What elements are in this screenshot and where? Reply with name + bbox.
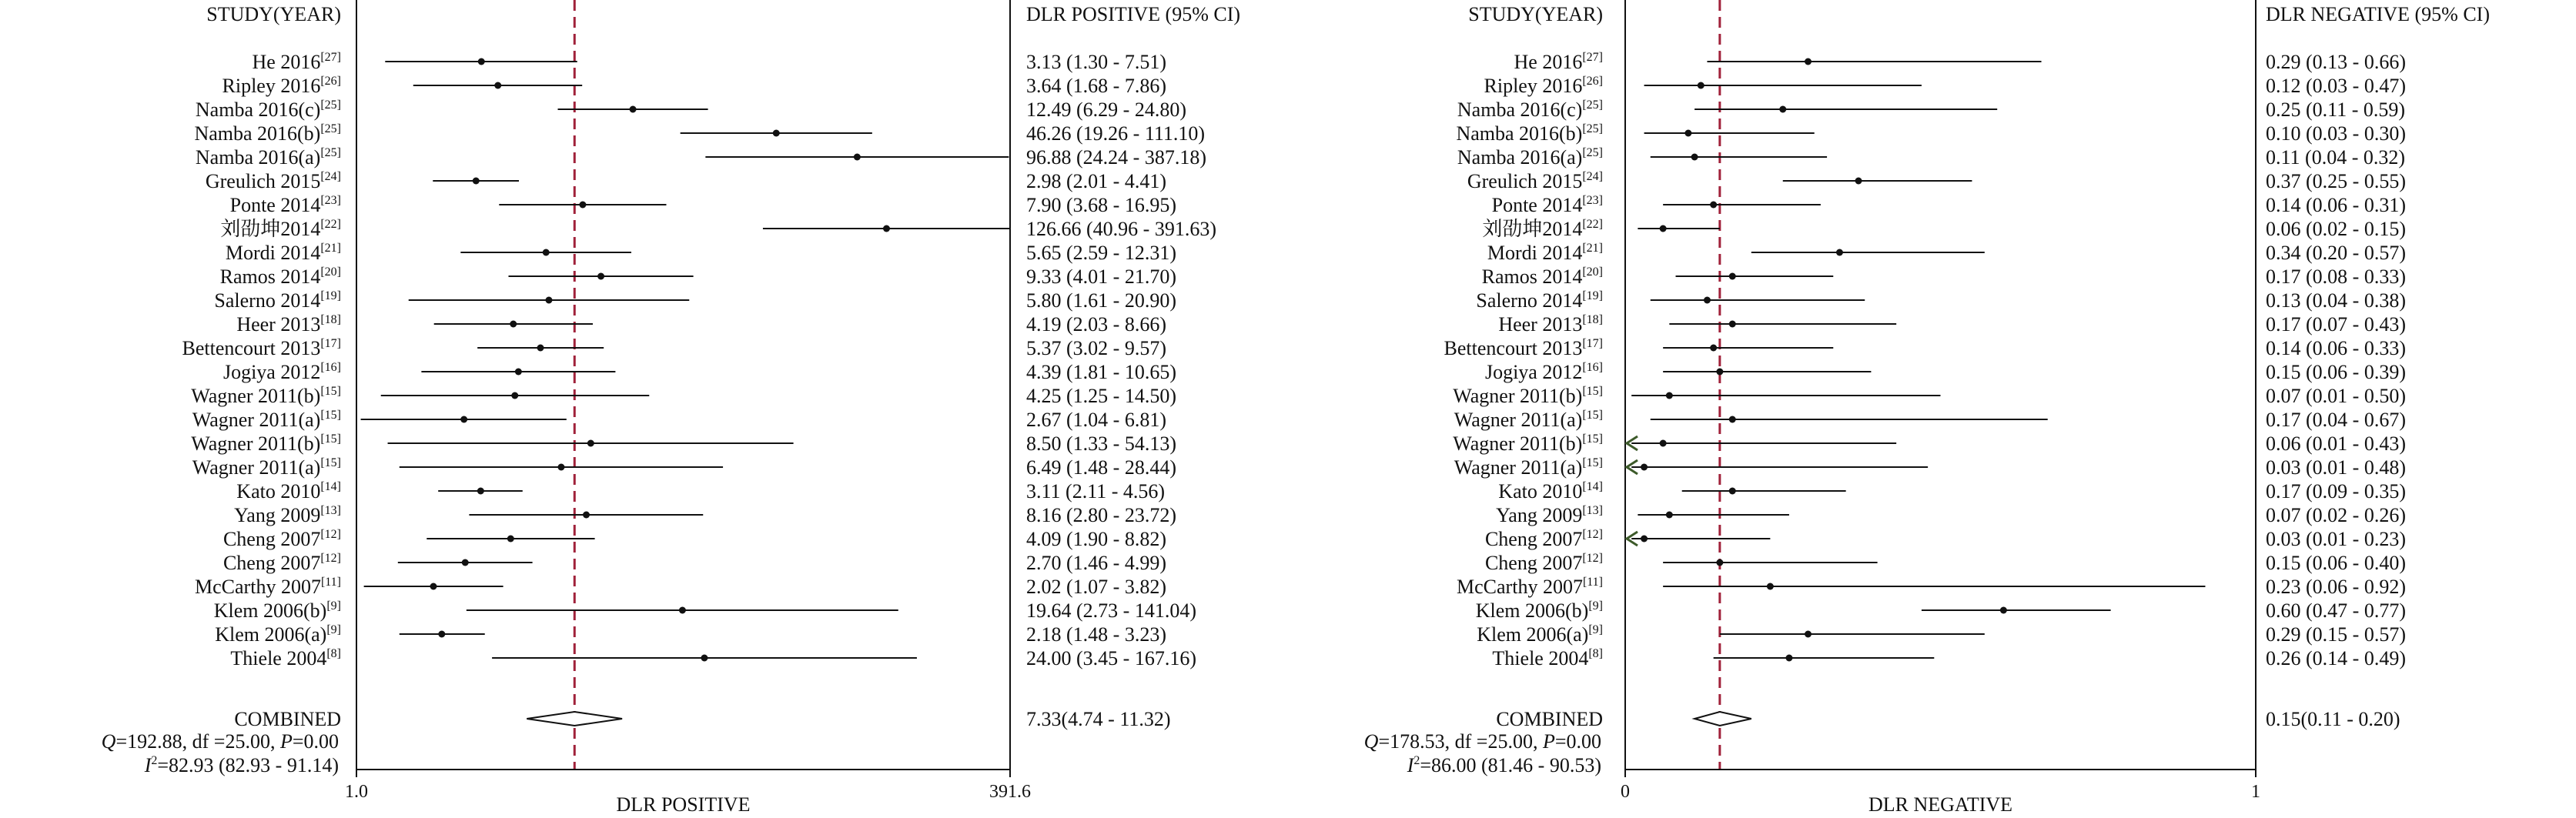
study-name: Wagner 2011(a) <box>1454 409 1583 431</box>
study-label <box>1476 599 1603 622</box>
study-point-estimate <box>1729 273 1736 280</box>
study-point-estimate <box>462 559 469 566</box>
study-reference: [12] <box>1582 552 1603 565</box>
study-label <box>1444 337 1603 359</box>
study-label <box>214 289 341 312</box>
study-name: Wagner 2011(b) <box>1453 432 1583 455</box>
study-reference: [27] <box>1582 51 1603 64</box>
study-reference: [16] <box>320 361 341 374</box>
study-point-estimate <box>1836 249 1843 256</box>
study-name: Salerno 2014 <box>214 289 321 312</box>
study-point-estimate <box>1855 178 1862 185</box>
study-point-estimate <box>583 512 590 519</box>
study-point-estimate <box>510 321 517 328</box>
study-reference: [25] <box>320 146 341 159</box>
study-label <box>196 146 341 169</box>
study-point-estimate <box>679 607 686 614</box>
study-point-estimate <box>773 130 780 137</box>
study-point-estimate <box>1684 130 1691 137</box>
study-column-header: STUDY(YEAR) <box>206 3 341 25</box>
x-axis-label: DLR POSITIVE <box>616 793 751 814</box>
study-reference: [22] <box>320 218 341 231</box>
study-reference: [16] <box>1582 361 1603 374</box>
study-ci-text: 2.18 (1.48 - 3.23) <box>1026 623 1166 646</box>
study-name: Klem 2006(a) <box>215 623 327 646</box>
study-point-estimate <box>1716 559 1723 566</box>
study-point-estimate <box>1660 440 1667 447</box>
study-name: Salerno 2014 <box>1476 289 1583 312</box>
study-label <box>192 409 341 431</box>
study-label <box>195 576 341 598</box>
study-label <box>230 194 341 216</box>
study-reference: [24] <box>1582 170 1603 183</box>
study-label <box>220 218 341 240</box>
study-reference: [23] <box>320 194 341 207</box>
study-ci-text: 24.00 (3.45 - 167.16) <box>1026 647 1196 669</box>
study-name: Ripley 2016 <box>222 75 321 97</box>
study-reference: [25] <box>1582 122 1603 135</box>
study-label <box>1485 361 1603 383</box>
study-name: Ponte 2014 <box>1491 194 1583 216</box>
x-tick-label-max: 391.6 <box>989 782 1031 802</box>
study-ci-text: 0.23 (0.06 - 0.92) <box>2266 576 2406 598</box>
study-name: Heer 2013 <box>236 313 321 336</box>
study-reference: [15] <box>1582 456 1603 469</box>
study-label <box>1484 75 1604 97</box>
study-label <box>1457 146 1603 169</box>
study-name: 刘劭坤2014 <box>1482 218 1583 240</box>
study-ci-text: 5.37 (3.02 - 9.57) <box>1026 337 1166 359</box>
study-reference: [9] <box>326 623 341 636</box>
study-label <box>1498 313 1603 336</box>
study-ci-text: 0.03 (0.01 - 0.48) <box>2266 456 2406 479</box>
study-ci-text: 0.26 (0.14 - 0.49) <box>2266 647 2406 669</box>
study-label <box>1485 528 1603 550</box>
study-ci-text: 9.33 (4.01 - 21.70) <box>1026 265 1176 288</box>
study-ci-text: 3.13 (1.30 - 7.51) <box>1026 51 1166 73</box>
study-reference: [23] <box>1582 194 1603 207</box>
study-reference: [9] <box>1588 599 1603 613</box>
study-point-estimate <box>1704 297 1711 304</box>
study-point-estimate <box>557 464 564 471</box>
ci-column-header: DLR NEGATIVE (95% CI) <box>2266 3 2491 25</box>
study-point-estimate <box>507 536 514 543</box>
stat-fragment: P <box>1542 730 1555 753</box>
study-name: 刘劭坤2014 <box>220 218 321 240</box>
combined-ci-text: 0.15(0.11 - 0.20) <box>2266 708 2400 730</box>
study-name: He 2016 <box>1514 51 1583 73</box>
study-reference: [17] <box>1582 337 1603 350</box>
study-reference: [26] <box>1582 75 1603 88</box>
study-point-estimate <box>438 631 445 638</box>
study-label <box>1454 409 1603 431</box>
forest-panel-dlr-negative <box>1364 0 2490 814</box>
stat-fragment: I <box>144 754 152 776</box>
study-reference: [12] <box>1582 528 1603 541</box>
study-ci-text: 4.39 (1.81 - 10.65) <box>1026 361 1176 383</box>
study-reference: [21] <box>320 242 341 255</box>
study-name: McCarthy 2007 <box>1457 576 1583 598</box>
study-ci-text: 0.17 (0.09 - 0.35) <box>2266 480 2406 502</box>
study-point-estimate <box>854 154 861 161</box>
study-label <box>1456 122 1603 145</box>
study-point-estimate <box>1729 416 1736 423</box>
study-label <box>236 313 341 336</box>
study-reference: [21] <box>1582 242 1603 255</box>
study-point-estimate <box>1805 58 1812 65</box>
study-label <box>1457 576 1603 598</box>
study-name: Jogiya 2012 <box>1484 361 1583 383</box>
combined-diamond <box>1694 712 1751 726</box>
stat-fragment: I <box>1407 754 1414 776</box>
study-name: Cheng 2007 <box>1484 528 1583 550</box>
study-ci-text: 0.17 (0.08 - 0.33) <box>2266 265 2406 288</box>
study-reference: [11] <box>320 576 341 589</box>
study-reference: [15] <box>1582 385 1603 398</box>
study-reference: [13] <box>1582 504 1603 517</box>
study-name: Namba 2016(c) <box>1457 98 1583 121</box>
study-label <box>192 456 341 479</box>
stat-fragment: =0.00 <box>1554 730 1601 753</box>
study-name: Wagner 2011(b) <box>1453 385 1583 407</box>
study-point-estimate <box>537 345 544 352</box>
study-label <box>1496 504 1603 526</box>
study-column-header: STUDY(YEAR) <box>1468 3 1603 25</box>
study-ci-text: 0.03 (0.01 - 0.23) <box>2266 528 2406 550</box>
study-name: Kato 2010 <box>236 480 321 502</box>
study-ci-text: 2.67 (1.04 - 6.81) <box>1026 409 1166 431</box>
study-point-estimate <box>1710 345 1717 352</box>
study-ci-text: 4.25 (1.25 - 14.50) <box>1026 385 1176 407</box>
study-name: Wagner 2011(a) <box>192 456 321 479</box>
study-label <box>182 337 341 359</box>
study-reference: [15] <box>1582 409 1603 422</box>
study-reference: [9] <box>1588 623 1603 636</box>
study-label <box>226 242 341 264</box>
x-tick-label-min: 1.0 <box>345 782 368 802</box>
study-ci-text: 126.66 (40.96 - 391.63) <box>1026 218 1216 240</box>
study-label <box>1485 552 1603 574</box>
study-name: Greulich 2015 <box>1467 170 1583 192</box>
study-label <box>236 480 341 502</box>
study-reference: [18] <box>1582 313 1603 326</box>
study-ci-text: 0.60 (0.47 - 0.77) <box>2266 599 2406 622</box>
study-name: He 2016 <box>252 51 321 73</box>
study-name: Namba 2016(b) <box>194 122 321 145</box>
study-point-estimate <box>587 440 594 447</box>
study-reference: [25] <box>1582 146 1603 159</box>
study-label <box>223 552 341 574</box>
study-point-estimate <box>1779 106 1786 113</box>
study-ci-text: 0.34 (0.20 - 0.57) <box>2266 242 2406 264</box>
study-name: McCarthy 2007 <box>195 576 321 598</box>
study-name: Ponte 2014 <box>229 194 321 216</box>
study-label <box>1482 265 1603 288</box>
study-name: Greulich 2015 <box>205 170 321 192</box>
study-ci-text: 0.17 (0.07 - 0.43) <box>2266 313 2406 336</box>
study-point-estimate <box>1710 202 1717 209</box>
combined-ci-text: 7.33(4.74 - 11.32) <box>1026 708 1171 730</box>
study-name: Heer 2013 <box>1498 313 1583 336</box>
study-name: Cheng 2007 <box>1484 552 1583 574</box>
study-reference: [8] <box>326 647 341 660</box>
study-point-estimate <box>477 488 484 495</box>
forest-panel-dlr-positive <box>102 0 1240 814</box>
study-point-estimate <box>1666 392 1673 399</box>
study-name: Mordi 2014 <box>225 242 321 264</box>
stat-fragment: Q <box>101 730 116 753</box>
study-label <box>1477 623 1603 646</box>
study-label <box>1454 456 1603 479</box>
study-name: Bettencourt 2013 <box>1444 337 1583 359</box>
study-ci-text: 19.64 (2.73 - 141.04) <box>1026 599 1196 622</box>
study-reference: [9] <box>326 599 341 613</box>
study-point-estimate <box>579 202 586 209</box>
stat-fragment: =86.00 (81.46 - 90.53) <box>1420 754 1601 776</box>
study-label <box>230 647 341 669</box>
study-ci-text: 0.07 (0.02 - 0.26) <box>2266 504 2406 526</box>
study-ci-text: 3.64 (1.68 - 7.86) <box>1026 75 1166 97</box>
study-reference: [22] <box>1582 218 1603 231</box>
study-point-estimate <box>1698 82 1705 89</box>
study-point-estimate <box>494 82 501 89</box>
study-name: Yang 2009 <box>234 504 321 526</box>
study-name: Wagner 2011(b) <box>191 385 321 407</box>
study-label <box>215 623 341 646</box>
study-ci-text: 5.65 (2.59 - 12.31) <box>1026 242 1176 264</box>
study-reference: [14] <box>1582 480 1603 493</box>
study-reference: [11] <box>1582 576 1603 589</box>
study-reference: [15] <box>320 385 341 398</box>
study-name: Ripley 2016 <box>1484 75 1583 97</box>
stat-superscript: 2 <box>151 754 158 767</box>
study-label <box>196 98 341 121</box>
study-ci-text: 0.07 (0.01 - 0.50) <box>2266 385 2406 407</box>
study-ci-text: 0.17 (0.04 - 0.67) <box>2266 409 2406 431</box>
study-name: Yang 2009 <box>1496 504 1583 526</box>
study-label <box>1487 242 1603 264</box>
study-reference: [24] <box>320 170 341 183</box>
study-label <box>223 528 341 550</box>
study-reference: [25] <box>320 98 341 112</box>
study-point-estimate <box>460 416 467 423</box>
x-tick-label-min: 0 <box>1621 782 1630 802</box>
study-point-estimate <box>1729 488 1736 495</box>
study-label <box>1514 51 1603 73</box>
study-point-estimate <box>1641 536 1648 543</box>
study-ci-text: 8.16 (2.80 - 23.72) <box>1026 504 1176 526</box>
study-label <box>206 170 341 192</box>
study-ci-text: 6.49 (1.48 - 28.44) <box>1026 456 1176 479</box>
study-ci-text: 0.15 (0.06 - 0.39) <box>2266 361 2406 383</box>
study-point-estimate <box>1660 225 1667 232</box>
stat-fragment: =82.93 (82.93 - 91.14) <box>157 754 339 776</box>
x-tick-label-max: 1 <box>2251 782 2260 802</box>
study-name: Wagner 2011(a) <box>192 409 321 431</box>
study-label <box>222 75 342 97</box>
study-reference: [15] <box>320 409 341 422</box>
study-name: Cheng 2007 <box>222 528 321 550</box>
study-reference: [20] <box>320 265 341 279</box>
study-name: Namba 2016(a) <box>195 146 321 169</box>
study-point-estimate <box>1785 655 1792 662</box>
study-ci-text: 3.11 (2.11 - 4.56) <box>1026 480 1166 502</box>
study-ci-text: 0.15 (0.06 - 0.40) <box>2266 552 2406 574</box>
stat-fragment: =192.88, df =25.00, <box>115 730 280 753</box>
stat-superscript: 2 <box>1413 754 1420 767</box>
study-ci-text: 7.90 (3.68 - 16.95) <box>1026 194 1176 216</box>
study-label <box>1498 480 1603 502</box>
study-point-estimate <box>630 106 637 113</box>
study-reference: [27] <box>320 51 341 64</box>
heterogeneity-i2-stat <box>144 754 339 776</box>
study-label <box>194 122 341 145</box>
study-label <box>191 432 341 455</box>
study-reference: [26] <box>320 75 341 88</box>
study-name: Wagner 2011(a) <box>1454 456 1583 479</box>
study-label <box>1482 218 1603 240</box>
study-name: Klem 2006(b) <box>1475 599 1589 622</box>
study-point-estimate <box>2000 607 2007 614</box>
study-name: Klem 2006(b) <box>213 599 327 622</box>
study-label <box>234 504 341 526</box>
x-axis-label: DLR NEGATIVE <box>1868 793 2013 814</box>
study-reference: [18] <box>320 313 341 326</box>
study-ci-text: 4.09 (1.90 - 8.82) <box>1026 528 1166 550</box>
study-name: Ramos 2014 <box>1481 265 1583 288</box>
study-name: Thiele 2004 <box>1492 647 1589 669</box>
heterogeneity-q-stat <box>1364 730 1601 753</box>
study-ci-text: 46.26 (19.26 - 111.10) <box>1026 122 1206 145</box>
study-point-estimate <box>511 392 518 399</box>
study-point-estimate <box>515 369 522 376</box>
study-reference: [15] <box>320 432 341 446</box>
study-ci-text: 0.13 (0.04 - 0.38) <box>2266 289 2406 312</box>
study-reference: [19] <box>320 289 341 302</box>
study-label <box>220 265 341 288</box>
ci-column-header: DLR POSITIVE (95% CI) <box>1026 3 1241 25</box>
study-point-estimate <box>1666 512 1673 519</box>
study-ci-text: 0.14 (0.06 - 0.33) <box>2266 337 2406 359</box>
study-ci-text: 0.37 (0.25 - 0.55) <box>2266 170 2406 192</box>
study-point-estimate <box>1691 154 1698 161</box>
study-point-estimate <box>1729 321 1736 328</box>
combined-label: COMBINED <box>234 708 341 730</box>
study-point-estimate <box>478 58 485 65</box>
study-name: Namba 2016(c) <box>195 98 321 121</box>
study-label <box>1476 289 1603 312</box>
study-ci-text: 96.88 (24.24 - 387.18) <box>1026 146 1206 169</box>
heterogeneity-q-stat <box>102 730 339 753</box>
stat-fragment: =178.53, df =25.00, <box>1378 730 1543 753</box>
study-name: Ramos 2014 <box>219 265 321 288</box>
stat-fragment: Q <box>1363 730 1379 753</box>
study-ci-text: 0.11 (0.04 - 0.32) <box>2266 146 2406 169</box>
study-label <box>1453 385 1603 407</box>
study-name: Namba 2016(a) <box>1457 146 1583 169</box>
study-point-estimate <box>883 225 890 232</box>
heterogeneity-i2-stat <box>1407 754 1601 776</box>
stat-fragment: =0.00 <box>292 730 339 753</box>
study-ci-text: 12.49 (6.29 - 24.80) <box>1026 98 1186 121</box>
study-name: Mordi 2014 <box>1487 242 1583 264</box>
study-name: Thiele 2004 <box>230 647 327 669</box>
study-label <box>191 385 341 407</box>
study-reference: [8] <box>1588 647 1603 660</box>
study-ci-text: 0.12 (0.03 - 0.47) <box>2266 75 2406 97</box>
study-reference: [25] <box>320 122 341 135</box>
study-ci-text: 5.80 (1.61 - 20.90) <box>1026 289 1176 312</box>
study-ci-text: 8.50 (1.33 - 54.13) <box>1026 432 1176 455</box>
study-point-estimate <box>430 583 437 590</box>
study-label <box>1492 194 1603 216</box>
study-ci-text: 0.06 (0.02 - 0.15) <box>2266 218 2406 240</box>
study-point-estimate <box>543 249 550 256</box>
study-label <box>223 361 341 383</box>
study-label <box>1467 170 1603 192</box>
study-reference: [15] <box>1582 432 1603 446</box>
study-label <box>1453 432 1603 455</box>
study-ci-text: 0.29 (0.15 - 0.57) <box>2266 623 2406 646</box>
study-ci-text: 2.98 (2.01 - 4.41) <box>1026 170 1166 192</box>
study-reference: [17] <box>320 337 341 350</box>
study-ci-text: 0.29 (0.13 - 0.66) <box>2266 51 2406 73</box>
study-label <box>214 599 341 622</box>
study-ci-text: 4.19 (2.03 - 8.66) <box>1026 313 1166 336</box>
study-label <box>253 51 341 73</box>
study-ci-text: 0.06 (0.01 - 0.43) <box>2266 432 2406 455</box>
study-reference: [13] <box>320 504 341 517</box>
study-name: Kato 2010 <box>1498 480 1583 502</box>
study-name: Namba 2016(b) <box>1456 122 1583 145</box>
study-reference: [12] <box>320 552 341 565</box>
study-point-estimate <box>473 178 480 185</box>
study-point-estimate <box>701 655 708 662</box>
study-point-estimate <box>1767 583 1774 590</box>
study-point-estimate <box>1805 631 1812 638</box>
study-ci-text: 2.02 (1.07 - 3.82) <box>1026 576 1166 598</box>
study-reference: [25] <box>1582 98 1603 112</box>
study-reference: [14] <box>320 480 341 493</box>
study-ci-text: 0.25 (0.11 - 0.59) <box>2266 98 2406 121</box>
study-point-estimate <box>545 297 552 304</box>
study-name: Klem 2006(a) <box>1477 623 1589 646</box>
study-name: Wagner 2011(b) <box>191 432 321 455</box>
study-point-estimate <box>1716 369 1723 376</box>
combined-diamond <box>527 712 622 726</box>
study-name: Jogiya 2012 <box>222 361 321 383</box>
study-label <box>1457 98 1603 121</box>
study-reference: [19] <box>1582 289 1603 302</box>
study-reference: [20] <box>1582 265 1603 279</box>
study-point-estimate <box>597 273 604 280</box>
combined-label: COMBINED <box>1496 708 1603 730</box>
study-ci-text: 0.10 (0.03 - 0.30) <box>2266 122 2406 145</box>
study-point-estimate <box>1641 464 1648 471</box>
study-ci-text: 0.14 (0.06 - 0.31) <box>2266 194 2406 216</box>
study-reference: [15] <box>320 456 341 469</box>
study-ci-text: 2.70 (1.46 - 4.99) <box>1026 552 1166 574</box>
stat-fragment: P <box>279 730 293 753</box>
study-name: Bettencourt 2013 <box>182 337 321 359</box>
study-reference: [12] <box>320 528 341 541</box>
study-name: Cheng 2007 <box>222 552 321 574</box>
study-label <box>1492 647 1603 669</box>
